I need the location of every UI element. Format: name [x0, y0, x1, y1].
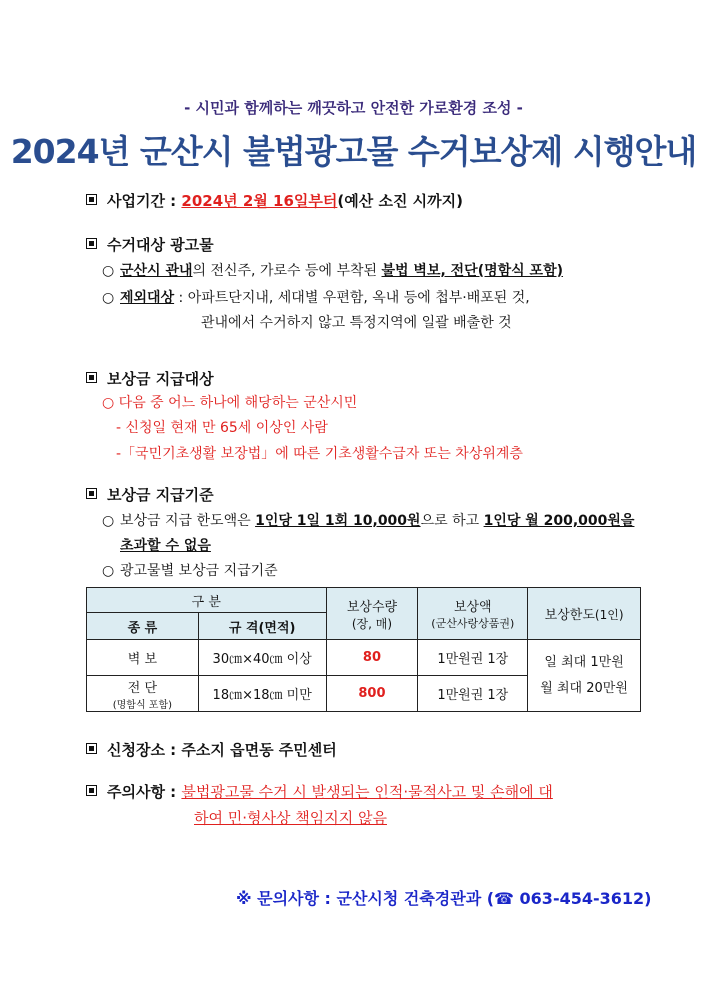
target-item1-text: 의 전신주, 가로수 등에 부착된: [192, 263, 382, 279]
target-item2-text: : 아파트단지내, 세대별 우편함, 옥내 등에 첩부·배포된 것,: [174, 290, 530, 306]
row1-qty: 80: [326, 640, 418, 676]
criteria-item2-text: 광고물별 보상금 지급기준: [120, 563, 278, 579]
circle-bullet-icon: ○: [102, 513, 115, 529]
row1-amount: 1만원권 1장: [418, 640, 528, 676]
circle-bullet-icon: ○: [102, 290, 115, 306]
eligibility-item-2: - 신청일 현재 만 65세 이상인 사람: [116, 420, 328, 436]
limit-day: 일 최대 1만원: [544, 654, 624, 670]
page-subtitle: - 시민과 함께하는 깨끗하고 안전한 가로환경 조성 -: [184, 99, 523, 117]
circle-bullet-icon: ○: [102, 263, 115, 279]
square-bullet-icon: [86, 488, 97, 499]
criteria-item-1-cont: 초과할 수 없음: [120, 538, 211, 554]
row2-amount: 1만원권 1장: [418, 676, 528, 712]
header-amount-sub: (군산사랑상품권): [431, 617, 515, 630]
criteria-item-1: [102, 510, 634, 530]
square-bullet-icon: [86, 372, 97, 383]
row2-size: 18㎝×18㎝ 미만: [198, 676, 326, 712]
header-amount: [418, 588, 528, 640]
reward-table: [86, 587, 641, 712]
notice-label: 주의사항 :: [107, 783, 177, 801]
notice-text-1: 불법광고물 수거 시 발생되는 인적·물적사고 및 손해에 대: [181, 783, 553, 801]
place-text: 신청장소 : 주소지 읍면동 주민센터: [107, 741, 337, 759]
place-section: [86, 739, 337, 760]
period-date: 2024년 2월 16일부터: [181, 192, 338, 210]
header-kind: 종 류: [87, 613, 199, 640]
square-bullet-icon: [86, 194, 97, 205]
limit-month: 월 최대 20만원: [540, 680, 628, 696]
header-limit-label: 보상한도: [544, 608, 595, 623]
eligibility-heading: [86, 368, 214, 389]
target-item-2-cont: 관내에서 수거하지 않고 특정지역에 일괄 배출한 것: [201, 315, 512, 331]
period-section: [86, 190, 463, 211]
row2-kind-label: 전 단: [127, 680, 158, 696]
header-qty-sub: (장, 매): [351, 616, 393, 631]
row2-kind: [87, 676, 199, 712]
square-bullet-icon: [86, 238, 97, 249]
limit-cell: [528, 640, 641, 712]
circle-bullet-icon: ○: [102, 563, 115, 579]
target-item1-place: 군산시 관내: [120, 263, 193, 279]
square-bullet-icon: [86, 743, 97, 754]
header-amount-label: 보상액: [453, 600, 492, 615]
criteria-heading-text: 보상금 지급기준: [107, 486, 214, 504]
page-title: 2024년 군산시 불법광고물 수거보상제 시행안내: [10, 132, 697, 171]
row2-qty: 800: [326, 676, 418, 712]
eligibility-item-1: ○ 다음 중 어느 하나에 해당하는 군산시민: [102, 395, 358, 411]
target-item-1: [102, 260, 563, 280]
target-heading: [86, 234, 214, 255]
row2-kind-sub: (명함식 포함): [112, 699, 173, 711]
table-row: [87, 640, 641, 676]
contact-info: ※ 문의사항 : 군산시청 건축경관과 (☎ 063-454-3612): [236, 889, 652, 908]
header-size: 규 격(면적): [198, 613, 326, 640]
header-qty-label: 보상수량: [346, 599, 398, 615]
notice-section: [86, 781, 553, 802]
eligibility-heading-text: 보상금 지급대상: [107, 370, 214, 388]
criteria-item1-text-a: 보상금 지급 한도액은: [120, 513, 256, 529]
header-gubun: 구 분: [87, 588, 327, 613]
notice-text-2: 하여 민·형사상 책임지지 않음: [194, 809, 387, 827]
criteria-heading: [86, 484, 214, 505]
criteria-item1-monthly: 1인당 월 200,000원을: [483, 513, 635, 529]
header-limit-sub: (1인): [594, 608, 624, 622]
criteria-item1-text-c: 으로 하고: [420, 513, 484, 529]
target-item1-objects: 불법 벽보, 전단(명함식 포함): [381, 263, 564, 279]
criteria-item-2: [102, 560, 278, 580]
target-item2-label: 제외대상: [120, 290, 175, 306]
square-bullet-icon: [86, 785, 97, 796]
target-heading-text: 수거대상 광고물: [107, 236, 214, 254]
header-qty: [326, 588, 418, 640]
header-limit: [528, 588, 641, 640]
period-label: 사업기간 :: [107, 192, 177, 210]
row1-size: 30㎝×40㎝ 이상: [198, 640, 326, 676]
criteria-item1-daily: 1인당 1일 1회 10,000원: [255, 513, 421, 529]
row1-kind: 벽 보: [87, 640, 199, 676]
eligibility-item-3: -「국민기초생활 보장법」에 따른 기초생활수급자 또는 차상위계층: [116, 446, 523, 462]
period-suffix: (예산 소진 시까지): [337, 192, 463, 210]
target-item-2: [102, 287, 530, 307]
